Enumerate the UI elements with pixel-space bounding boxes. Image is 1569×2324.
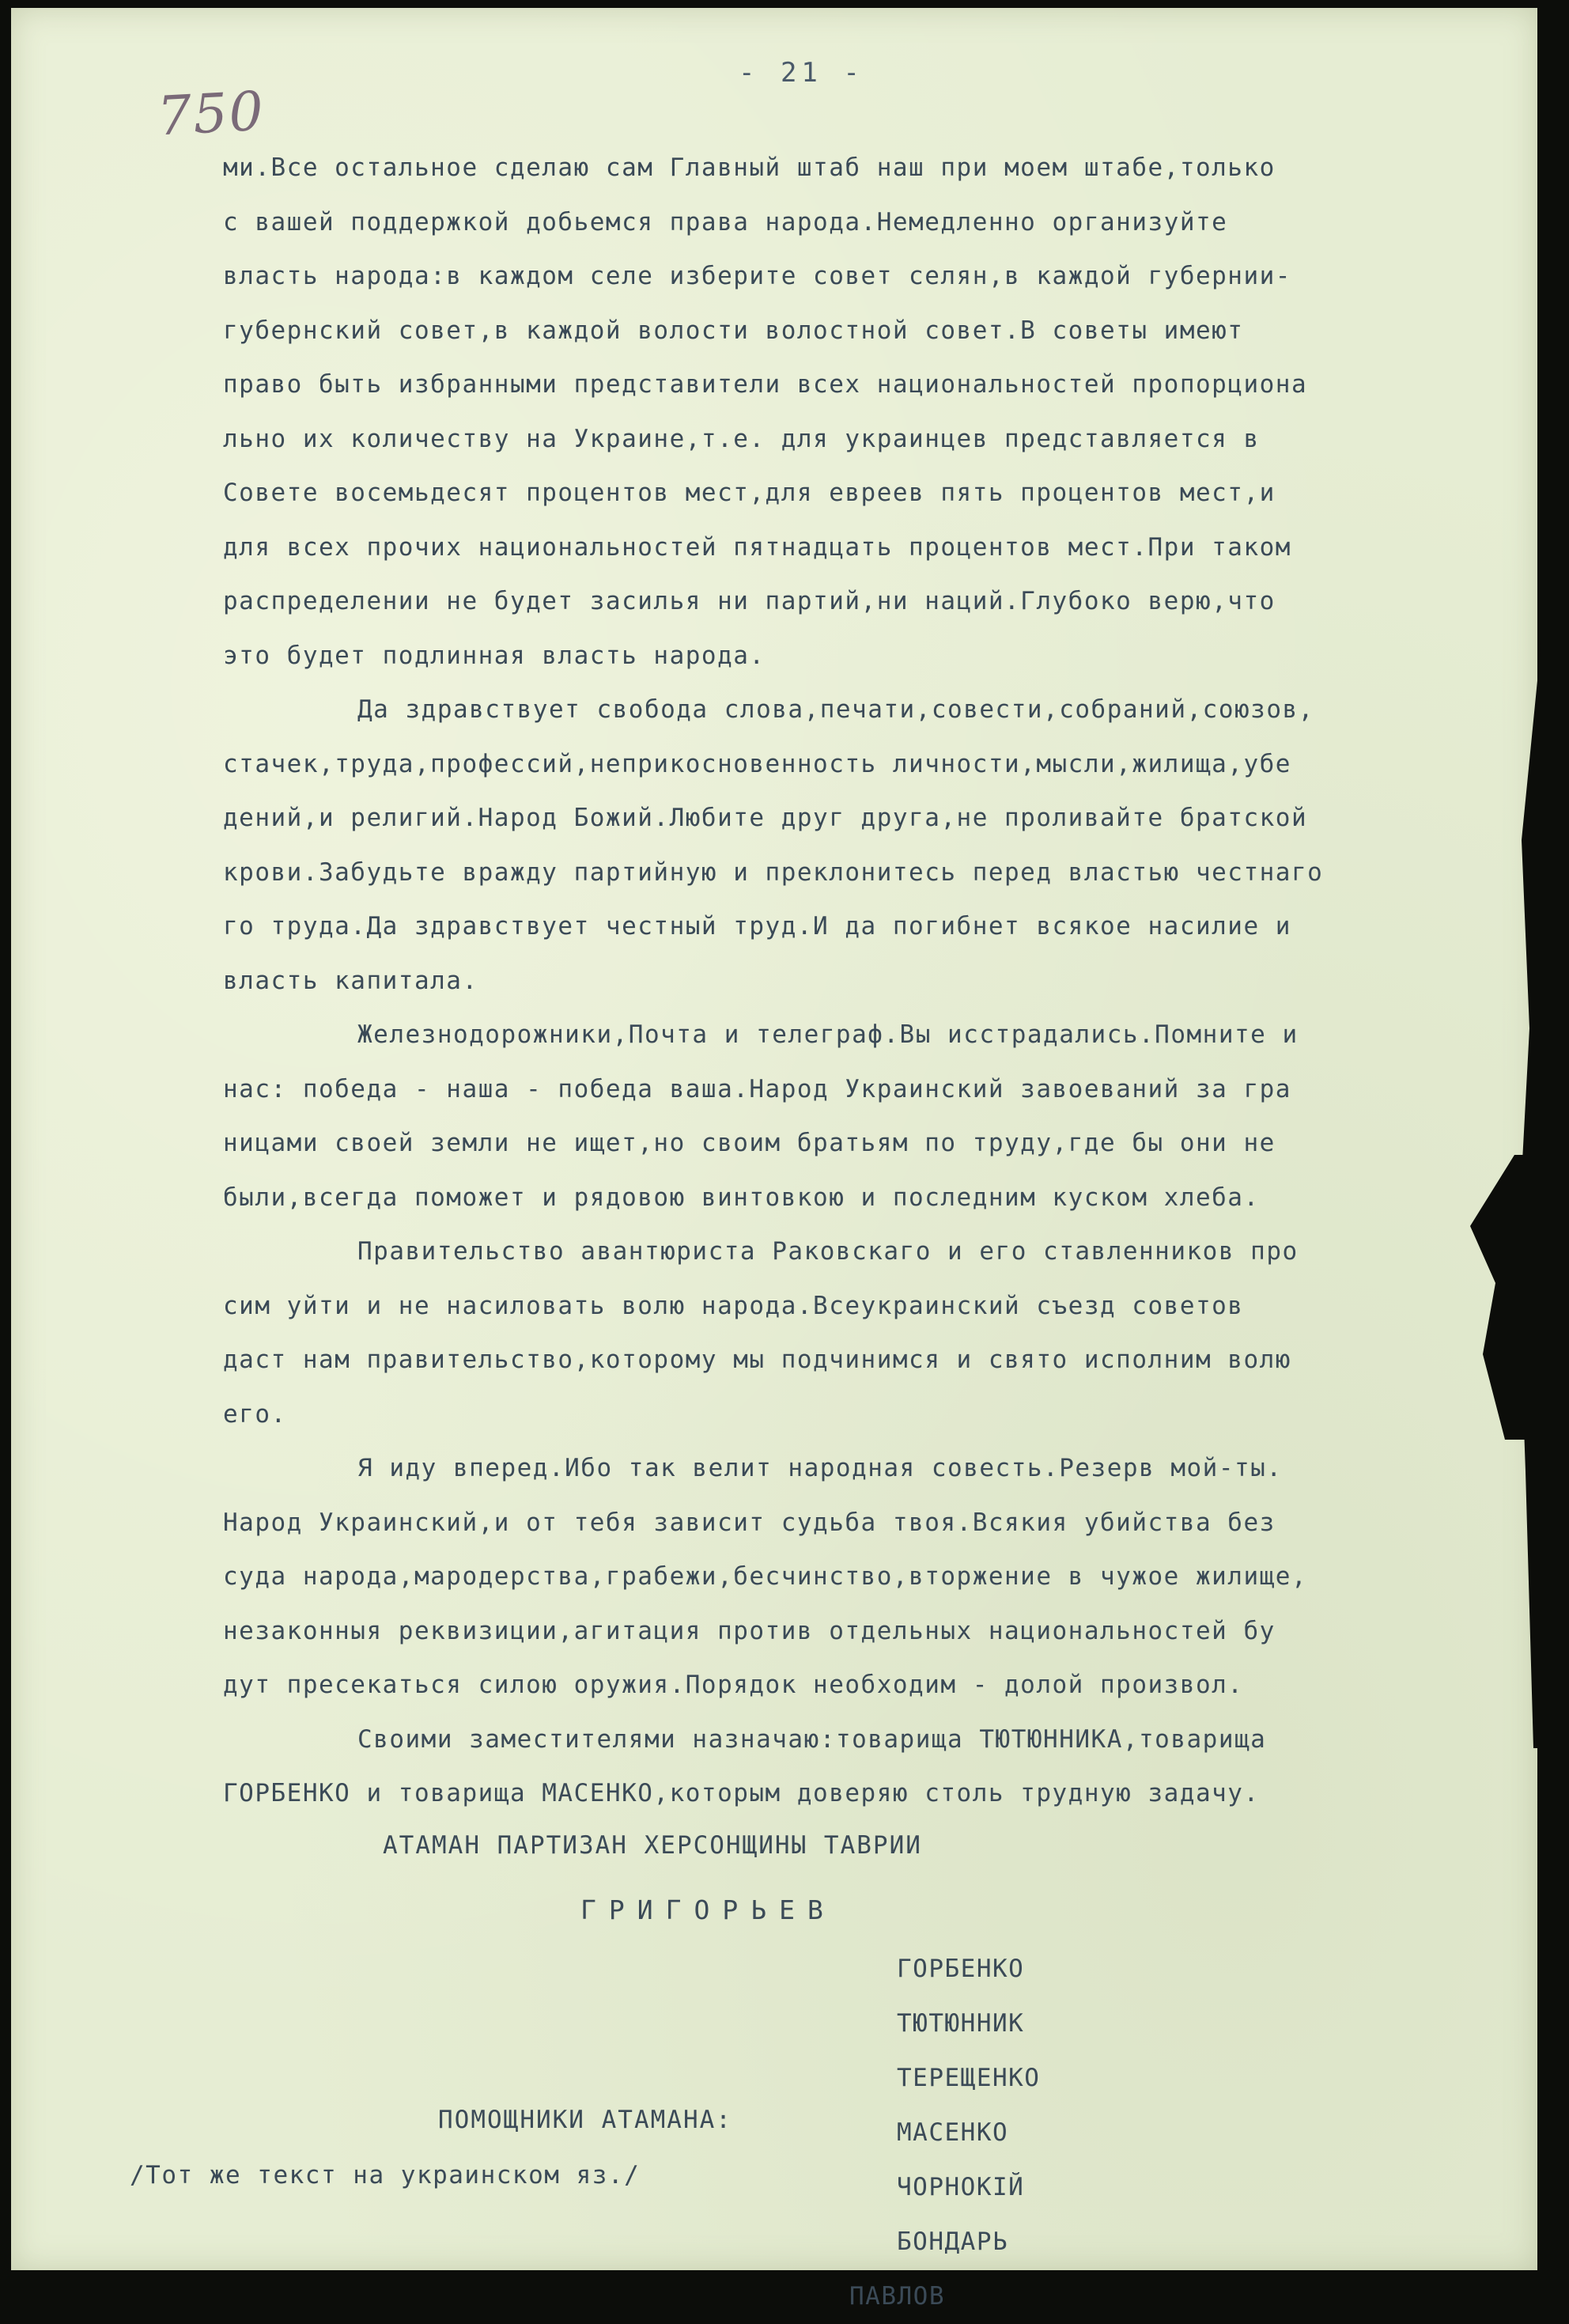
text-line: это будет подлинная власть народа. <box>223 641 766 670</box>
text-line: Своими заместителями назначаю:товарища ТЮТЮННИКА,товарища <box>357 1724 1267 1754</box>
signature-title: АТАМАН ПАРТИЗАН ХЕРСОНЩИНЫ ТАВРИИ <box>383 1831 922 1860</box>
cosigner-name: ТЮТЮННИК <box>897 2009 1025 2038</box>
text-line: право быть избранными представители всех национальностей пропорциона <box>223 370 1308 399</box>
archive-number: 750 <box>156 80 267 149</box>
cosigner-name: ПАВЛОВ <box>849 2282 945 2311</box>
cosigner-name: БОНДАРЬ <box>897 2227 1009 2256</box>
text-line: Да здравствует свобода слова,печати,совести,собраний,союзов, <box>357 695 1314 724</box>
text-line: суда народа,мародерства,грабежи,бесчинство,вторжение в чужое жилище, <box>223 1562 1308 1591</box>
cosigner-name: ТЕРЕЩЕНКО <box>897 2064 1041 2092</box>
text-line: с вашей поддержкой добьемся права народа.Немедленно организуйте <box>223 207 1228 237</box>
text-line: дут пресекаться силою оружия.Порядок необходим - долой произвол. <box>223 1671 1244 1699</box>
cosigner-list <box>849 1942 1041 2324</box>
text-line: власть капитала. <box>223 966 478 995</box>
text-line: незаконныя реквизиции,агитация против отдельных национальностей бу <box>223 1616 1276 1645</box>
text-line: крови.Забудьте вражду партийную и преклонитесь перед властью честнаго <box>223 857 1324 887</box>
text-line: ГОРБЕНКО и товарища МАСЕНКО,которым доверяю столь трудную задачу. <box>223 1779 1260 1807</box>
text-line: Железнодорожники,Почта и телеграф.Вы исстрадались.Помните и <box>357 1020 1299 1049</box>
cosigner-name: ЧОРНОКІЙ <box>897 2173 1025 2201</box>
cosigner-name: ГОРБЕНКО <box>897 1955 1025 1983</box>
text-line: Совете восемьдесят процентов мест,для евреев пять процентов мест,и <box>223 479 1276 507</box>
assistants-label: ПОМОЩНИКИ АТАМАНА: <box>438 2106 732 2134</box>
text-line: нас: победа - наша - победа ваша.Народ Украинский завоеваний за гра <box>223 1074 1291 1103</box>
document-page <box>11 8 1537 2311</box>
text-line: его. <box>223 1399 287 1429</box>
text-line: Народ Украинский,и от тебя зависит судьба твоя.Всякия убийства без <box>223 1508 1276 1537</box>
text-line: ницами своей земли не ищет,но своим братьям по труду,где бы они не <box>223 1129 1276 1157</box>
text-line: ми.Все остальное сделаю сам Главный штаб наш при моем штабе,только <box>223 153 1276 182</box>
text-line: го труда.Да здравствует честный труд.И да погибнет всякое насилие и <box>223 912 1291 941</box>
text-line: Я иду вперед.Ибо так велит народная совесть.Резерв мой-ты. <box>357 1454 1283 1482</box>
signature-name: ГРИГОРЬЕВ <box>580 1894 836 1925</box>
cosigner-name: МАСЕНКО <box>897 2118 1009 2147</box>
text-line: были,всегда поможет и рядовою винтовкою и последним куском хлеба. <box>223 1183 1260 1212</box>
text-line: льно их количеству на Украине,т.е. для украинцев представляется в <box>223 424 1260 453</box>
translation-note: /Тот же текст на украинском яз./ <box>130 2161 641 2190</box>
page-number: - 21 - <box>739 57 864 89</box>
text-line: сим уйти и не насиловать волю народа.Всеукраинский съезд советов <box>223 1291 1244 1320</box>
text-line: для всех прочих национальностей пятнадцать процентов мест.При таком <box>223 532 1291 562</box>
text-line: власть народа:в каждом селе изберите совет селян,в каждой губернии- <box>223 262 1291 290</box>
text-line: распределении не будет засилья ни партий,ни наций.Глубоко верю,что <box>223 587 1276 615</box>
page-tear <box>1470 1155 1533 1440</box>
document-body <box>223 141 1465 1821</box>
text-line: губернский совет,в каждой волости волостной совет.В советы имеют <box>223 316 1244 345</box>
text-line: Правительство авантюриста Раковскаго и его ставленников про <box>357 1237 1299 1266</box>
text-line: дений,и религий.Народ Божий.Любите друг друга,не проливайте братской <box>223 804 1308 832</box>
text-line: даст нам правительство,которому мы подчинимся и свято исполним волю <box>223 1346 1291 1374</box>
text-line: стачек,труда,профессий,неприкосновенность личности,мысли,жилища,убе <box>223 749 1291 778</box>
